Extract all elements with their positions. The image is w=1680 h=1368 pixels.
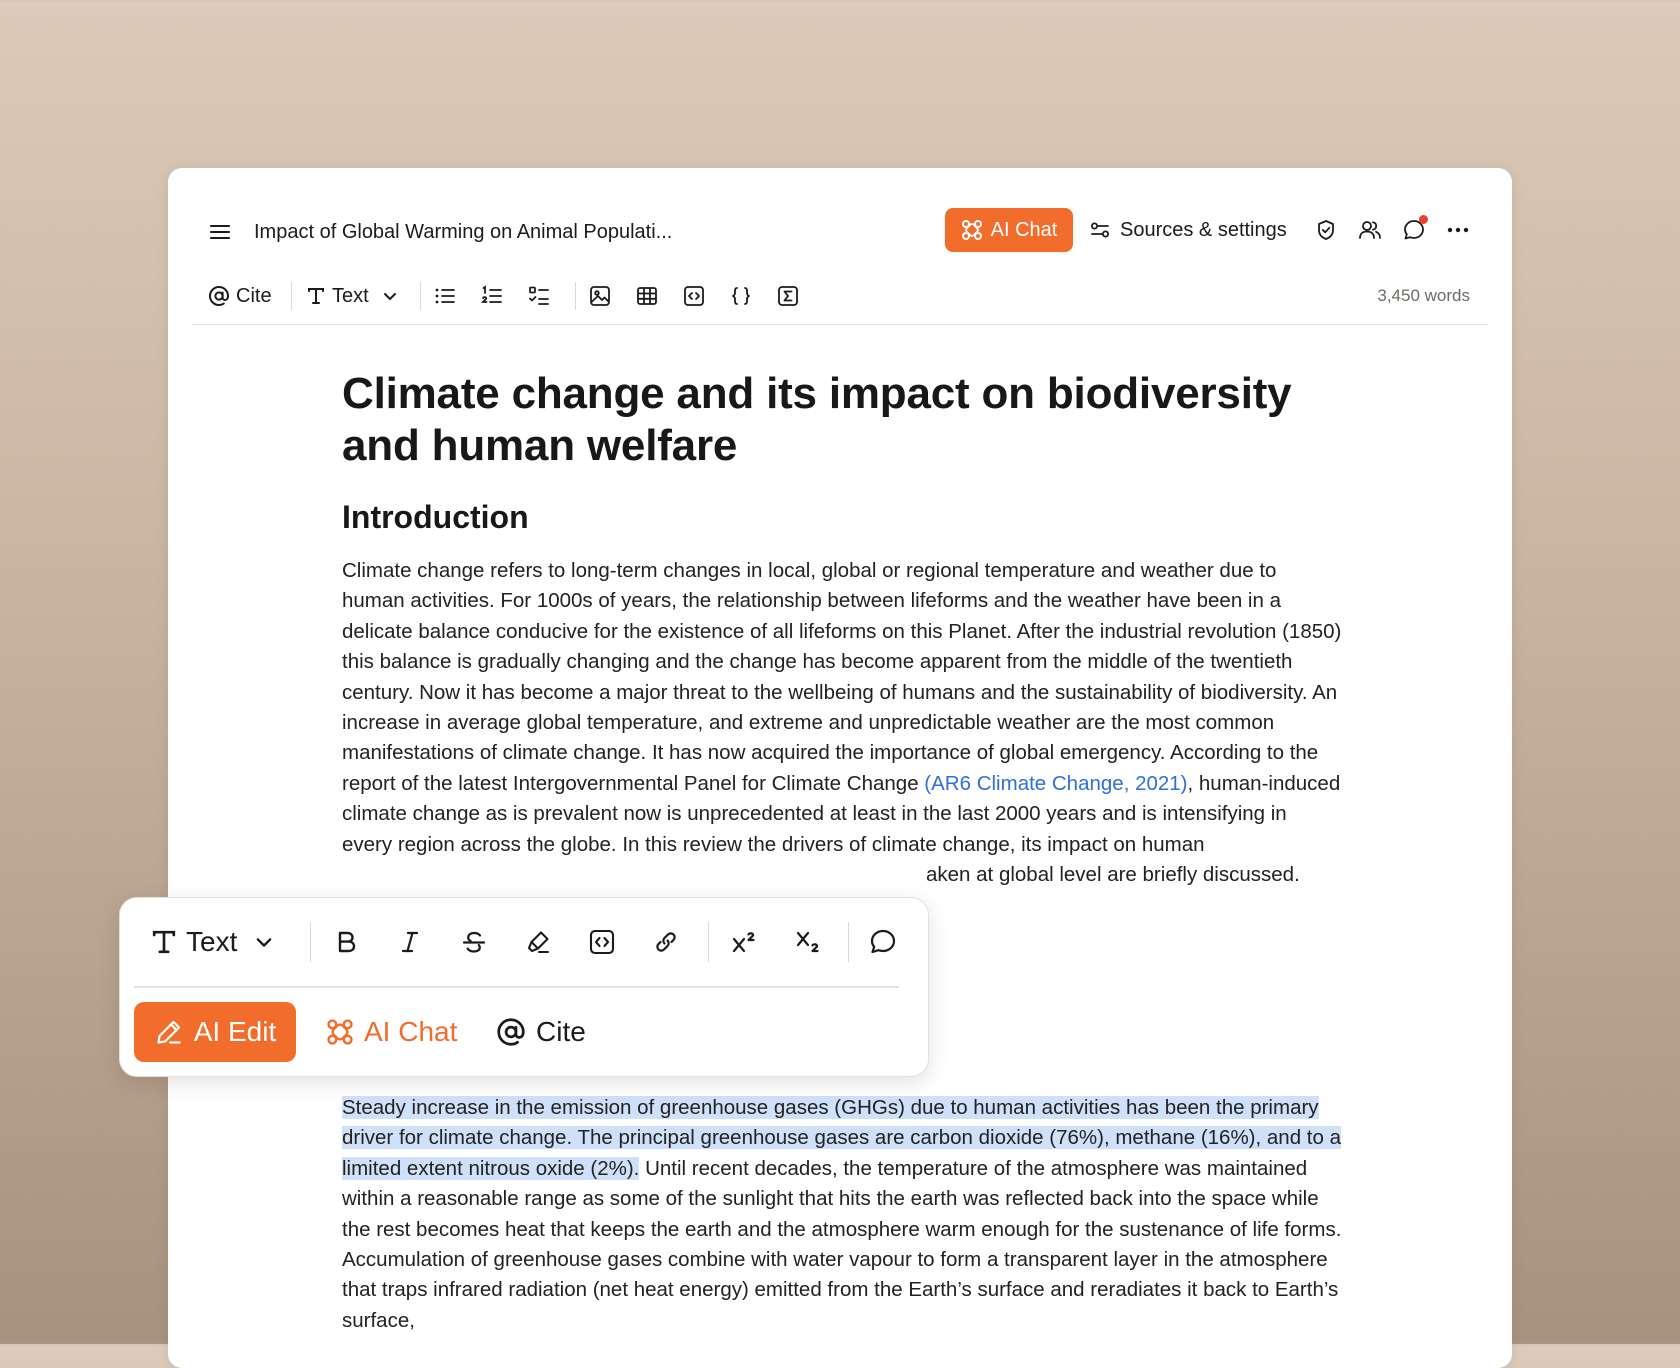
editor-window	[168, 168, 1512, 1368]
users-icon[interactable]	[1358, 218, 1382, 242]
toolbar-divider	[420, 282, 421, 310]
intro-paragraph	[342, 556, 1342, 890]
cite-label: Cite	[236, 284, 272, 307]
document-title[interactable]: Impact of Global Warming on Animal Populati...	[254, 221, 673, 243]
numbered-list-icon[interactable]	[481, 284, 503, 308]
checklist-icon[interactable]	[528, 284, 550, 308]
bold-icon[interactable]	[332, 922, 360, 962]
paragraph-tail: aken at global level are briefly discussed.	[926, 863, 1300, 887]
highlighter-icon[interactable]	[524, 922, 552, 962]
menu-icon[interactable]	[208, 220, 232, 244]
chevron-down-icon	[255, 937, 273, 948]
inline-code-icon[interactable]	[588, 922, 616, 962]
float-ai-chat-button[interactable]	[326, 1002, 457, 1062]
formatting-toolbar	[192, 268, 1488, 325]
float-cite-label: Cite	[536, 1016, 586, 1047]
float-toolbar-separator	[134, 986, 899, 988]
float-toolbar-divider	[848, 922, 849, 962]
pencil-icon	[154, 1017, 184, 1047]
ai-chat-label: AI Chat	[990, 218, 1058, 241]
drivers-paragraph	[342, 1093, 1342, 1336]
chat-bubble-icon[interactable]	[1402, 218, 1426, 242]
braces-icon[interactable]	[730, 284, 752, 308]
text-t-icon	[150, 928, 178, 956]
ai-chat-button[interactable]	[945, 208, 1073, 252]
chevron-down-icon	[383, 292, 397, 301]
float-toolbar-divider	[708, 922, 709, 962]
paragraph-text: Climate change refers to long-term changes in local, global or regional temperature and weather due to human activities. For 1000s of years, the relationship between lifeforms and the weather have been in a delicate balance conducive for the existence of all lifeforms on this Planet. After the industrial revolution (1850) this balance is gradually changing and the change has become apparent from the middle of the twentieth century. Now it has become a major threat to the wellbeing of humans and the sustainability of biodiversity. An increase in average global temperature, and extreme and unpredictable weather are the most common manifestations of climate change. It has now acquired the importance of global emergency. According to the report of the latest Intergovernmental Panel for Climate Change	[342, 559, 1342, 795]
document-heading: Climate change and its impact on biodiversity and human welfare	[342, 369, 1292, 470]
ai-sparkle-icon	[961, 219, 983, 241]
toolbar-divider	[575, 282, 576, 310]
italic-icon[interactable]	[396, 922, 424, 962]
strikethrough-icon[interactable]	[460, 922, 488, 962]
paragraph-text: Until recent decades, the temperature of the atmosphere was maintained within a reasonable range as some of the sunlight that hits the earth was reflected back into the space while the rest becomes heat that keeps the earth and the atmosphere warm enough for the sustenance of life forms. Accumulation of greenhouse gases combine with water vapour to form a transparent layer in the atmosphere that traps infrared radiation (net heat energy) emitted from the Earth’s surface and reradiates it back to Earth’s surface,	[342, 1156, 1342, 1332]
formula-icon[interactable]	[777, 284, 799, 308]
ai-edit-button[interactable]	[134, 1002, 296, 1062]
bullet-list-icon[interactable]	[434, 284, 456, 308]
text-style-label: Text	[332, 284, 369, 307]
sliders-icon	[1090, 221, 1110, 239]
ai-sparkle-icon	[326, 1018, 354, 1046]
more-icon[interactable]	[1446, 218, 1470, 242]
text-t-icon	[306, 286, 326, 306]
cite-button[interactable]	[208, 284, 272, 308]
section-heading: Introduction	[342, 499, 529, 535]
header-bar	[168, 168, 1512, 266]
document-body[interactable]	[342, 368, 1342, 890]
link-icon[interactable]	[652, 922, 680, 962]
float-text-style-dropdown[interactable]	[150, 922, 273, 962]
comment-icon[interactable]	[868, 922, 898, 962]
float-ai-chat-label: AI Chat	[364, 1016, 458, 1047]
selection-toolbar	[119, 897, 929, 1077]
superscript-icon[interactable]	[730, 922, 760, 962]
selected-text[interactable]: Steady increase in the emission of greenhouse gases (GHGs) due to human activities has been the primary driver for climate change. The principal greenhouse gases are carbon dioxide (76%), methane (16%), and to a limited extent nitrous oxide (2%).	[342, 1096, 1341, 1180]
subscript-icon[interactable]	[794, 922, 824, 962]
notification-dot	[1419, 215, 1428, 224]
shield-icon[interactable]	[1314, 218, 1338, 242]
float-text-style-label: Text	[186, 926, 238, 957]
paragraph-text: , human-induced climate change as is prevalent now is unprecedented at least in the last 2000 years and is intensifying in every region across the globe. In this review the drivers of climate change, its impact on human	[342, 771, 1341, 856]
text-style-dropdown[interactable]	[306, 284, 397, 308]
word-count: 3,450 words	[1377, 286, 1470, 305]
toolbar-divider	[291, 282, 292, 310]
ai-edit-label: AI Edit	[193, 1016, 277, 1047]
at-icon	[496, 1017, 526, 1047]
at-icon	[208, 285, 230, 307]
float-toolbar-divider	[310, 922, 311, 962]
float-cite-button[interactable]	[496, 1002, 586, 1062]
code-block-icon[interactable]	[683, 284, 705, 308]
table-icon[interactable]	[636, 284, 658, 308]
image-icon[interactable]	[589, 284, 611, 308]
sources-settings-label: Sources & settings	[1120, 218, 1287, 241]
sources-settings-button[interactable]	[1090, 208, 1287, 252]
citation-link[interactable]: (AR6 Climate Change, 2021)	[924, 771, 1188, 795]
